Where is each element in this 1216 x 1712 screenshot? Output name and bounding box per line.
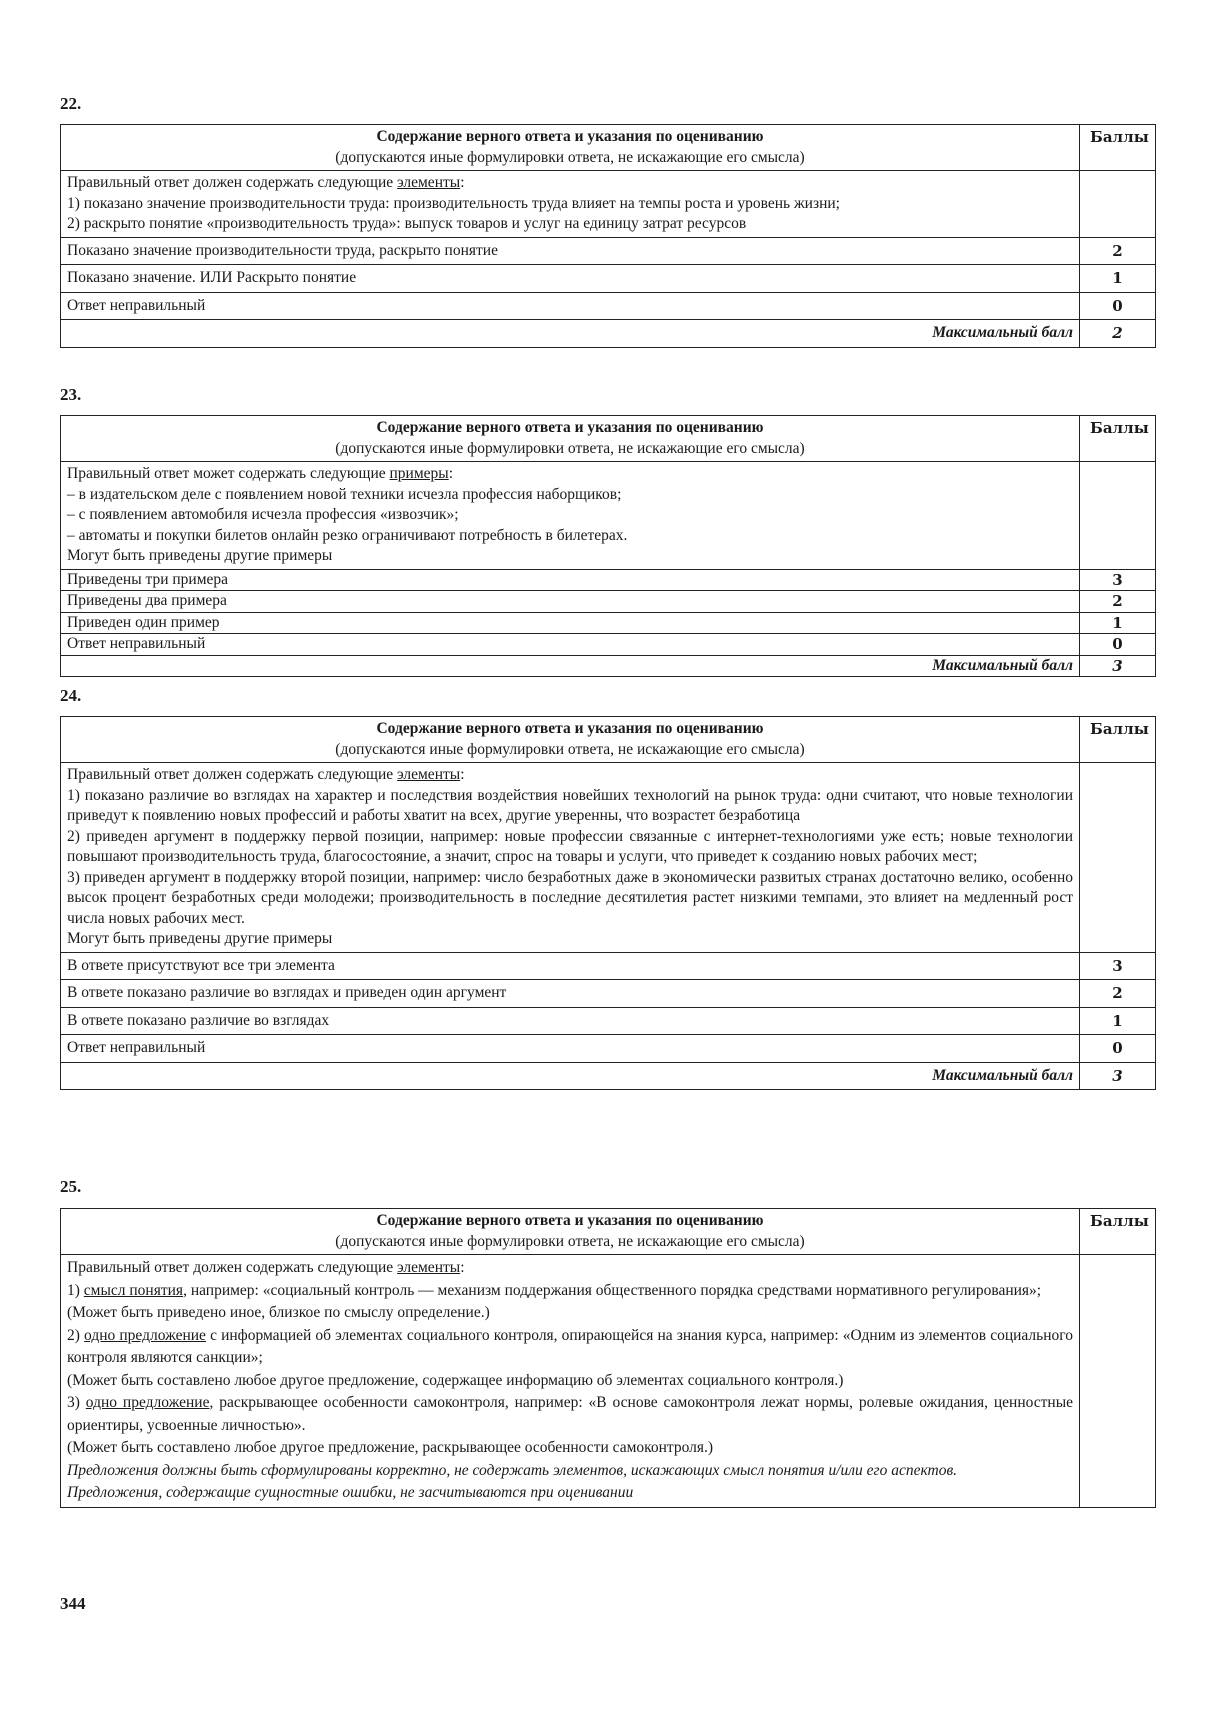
criterion-score: 0 bbox=[1080, 634, 1156, 656]
page-number: 344 bbox=[60, 1594, 86, 1613]
criterion-text: Показано значение. ИЛИ Раскрыто понятие bbox=[61, 265, 1080, 293]
table-row bbox=[61, 1035, 1156, 1063]
answer-content bbox=[61, 462, 1080, 570]
answer-item bbox=[67, 1280, 1073, 1303]
intro-underlined: элементы bbox=[397, 174, 461, 191]
table-row bbox=[61, 569, 1156, 591]
criterion-text: Приведен один пример bbox=[61, 612, 1080, 634]
score-column-header: Баллы bbox=[1080, 416, 1156, 462]
criterion-score: 0 bbox=[1080, 292, 1156, 320]
max-score-label: Максимальный балл bbox=[61, 655, 1080, 677]
table-row bbox=[61, 634, 1156, 656]
criteria-table-23 bbox=[60, 415, 1156, 677]
criteria-table-22 bbox=[60, 124, 1156, 348]
item-num: 2) bbox=[67, 1326, 85, 1344]
answer-item bbox=[67, 1392, 1073, 1437]
intro-text: Правильный ответ должен содержать следующие bbox=[67, 174, 398, 191]
header-subtitle: (допускаются иные формулировки ответа, не искажающие его смысла) bbox=[335, 439, 805, 457]
criterion-text: Приведены три примера bbox=[61, 569, 1080, 591]
intro-underlined: элементы bbox=[397, 1259, 461, 1276]
criterion-score: 1 bbox=[1080, 265, 1156, 293]
max-score-row bbox=[61, 320, 1156, 348]
task-number: 25. bbox=[60, 1177, 82, 1196]
answer-content bbox=[61, 763, 1080, 953]
table-header bbox=[61, 1209, 1080, 1255]
header-subtitle: (допускаются иные формулировки ответа, не искажающие его смысла) bbox=[335, 148, 805, 166]
criterion-text: В ответе показано различие во взглядах bbox=[61, 1007, 1080, 1035]
item-underlined: одно предложение bbox=[85, 1394, 210, 1411]
table-row bbox=[61, 237, 1156, 265]
empty-score-cell bbox=[1080, 462, 1156, 570]
intro-colon: : bbox=[460, 174, 465, 191]
item-underlined: смысл понятия bbox=[83, 1281, 184, 1299]
max-score-value: 3 bbox=[1080, 1062, 1156, 1090]
empty-score-cell bbox=[1080, 763, 1156, 953]
item-num: 1) bbox=[67, 1281, 84, 1299]
header-subtitle: (допускаются иные формулировки ответа, не искажающие его смысла) bbox=[335, 1232, 805, 1250]
intro-underlined: элементы bbox=[397, 766, 461, 783]
answer-item: 2) приведен аргумент в поддержку первой позиции, например: новые профессии связанные с интернет-технологиями уже есть; новые технологии повышают производительность труда, благосостояние, а значит, спрос на товары и услуги, что приведет к созданию новых рабочих мест; bbox=[67, 827, 1073, 865]
criterion-score: 3 bbox=[1080, 952, 1156, 980]
max-score-row bbox=[61, 655, 1156, 677]
criterion-score: 2 bbox=[1080, 980, 1156, 1008]
criterion-score: 1 bbox=[1080, 1007, 1156, 1035]
answer-note: (Может быть составлено любое другое предложение, содержащее информацию об элементах социального контроля.) bbox=[67, 1371, 844, 1389]
empty-score-cell bbox=[1080, 1255, 1156, 1508]
intro-underlined: примеры bbox=[389, 465, 449, 482]
max-score-row bbox=[61, 1062, 1156, 1090]
answer-item: 1) показано значение производительности труда: производительность труда влияет на темпы роста и уровень жизни; bbox=[67, 194, 840, 212]
table-row bbox=[61, 952, 1156, 980]
table-header bbox=[61, 416, 1080, 462]
max-score-label: Максимальный балл bbox=[61, 320, 1080, 348]
header-title: Содержание верного ответа и указания по оцениванию bbox=[376, 720, 764, 737]
answer-item: 3) приведен аргумент в поддержку второй позиции, например: число безработных даже в экономически развитых странах достаточно велико, особенно высок процент безработных среди молодежи; производительность в последние десятилетия растет низкими темпами, это влияет на медленный рост числа новых рабочих мест. bbox=[67, 868, 1073, 927]
answer-item: 1) показано различие во взглядах на характер и последствия воздействия новейших технологий на рынок труда: одни считают, что новые технологии приведут к появлению новых профессий и работы хватит на всех, другие уверенны, что возрастет безработица bbox=[67, 786, 1073, 824]
table-row bbox=[61, 1007, 1156, 1035]
answer-content bbox=[61, 171, 1080, 238]
intro-text: Правильный ответ может содержать следующие bbox=[67, 465, 390, 482]
score-column-header: Баллы bbox=[1080, 717, 1156, 763]
table-header bbox=[61, 125, 1080, 171]
max-score-value: 3 bbox=[1080, 655, 1156, 677]
intro-colon: : bbox=[460, 1259, 465, 1276]
criteria-table-25 bbox=[60, 1208, 1156, 1508]
table-row bbox=[61, 591, 1156, 613]
empty-score-cell bbox=[1080, 171, 1156, 238]
task-number: 22. bbox=[60, 94, 82, 113]
criterion-score: 2 bbox=[1080, 591, 1156, 613]
criterion-score: 3 bbox=[1080, 569, 1156, 591]
criterion-text: В ответе присутствуют все три элемента bbox=[61, 952, 1080, 980]
answer-note: Могут быть приведены другие примеры bbox=[67, 547, 333, 564]
item-underlined: одно предложение bbox=[84, 1326, 206, 1344]
answer-note: (Может быть приведено иное, близкое по смыслу определение.) bbox=[67, 1304, 490, 1321]
intro-colon: : bbox=[448, 465, 454, 482]
answer-note: Могут быть приведены другие примеры bbox=[67, 930, 333, 947]
header-title: Содержание верного ответа и указания по оцениванию bbox=[376, 128, 764, 145]
header-subtitle: (допускаются иные формулировки ответа, не искажающие его смысла) bbox=[335, 740, 805, 758]
header-title: Содержание верного ответа и указания по оцениванию bbox=[376, 1212, 764, 1229]
table-row bbox=[61, 980, 1156, 1008]
answer-content bbox=[61, 1255, 1080, 1508]
score-column-header: Баллы bbox=[1080, 1209, 1156, 1255]
max-score-value: 2 bbox=[1080, 320, 1156, 348]
max-score-label: Максимальный балл bbox=[61, 1062, 1080, 1090]
intro-text: Правильный ответ должен содержать следующие bbox=[67, 766, 398, 783]
item-text: с информацией об элементах социального контроля, опирающейся на знания курса, например: «Одним из элементов социального контроля являются санкции»; bbox=[67, 1326, 1073, 1366]
answer-note: (Может быть составлено любое другое предложение, раскрывающее особенности самоконтроля.) bbox=[67, 1439, 714, 1456]
answer-item: 2) раскрыто понятие «производительность труда»: выпуск товаров и услуг на единицу затрат ресурсов bbox=[67, 215, 747, 232]
criterion-text: Ответ неправильный bbox=[61, 1035, 1080, 1063]
table-row bbox=[61, 612, 1156, 634]
intro-text: Правильный ответ должен содержать следующие bbox=[67, 1259, 398, 1276]
item-num: 3) bbox=[67, 1394, 86, 1411]
criterion-text: Показано значение производительности труда, раскрыто понятие bbox=[61, 237, 1080, 265]
criterion-score: 0 bbox=[1080, 1035, 1156, 1063]
header-title: Содержание верного ответа и указания по оцениванию bbox=[376, 419, 764, 436]
task-number: 23. bbox=[60, 385, 82, 404]
criteria-table-24 bbox=[60, 716, 1156, 1090]
italic-instruction: Предложения, содержащие сущностные ошибки, не засчитываются при оценивании bbox=[67, 1484, 634, 1501]
criterion-text: В ответе показано различие во взглядах и приведен один аргумент bbox=[61, 980, 1080, 1008]
score-column-header: Баллы bbox=[1080, 125, 1156, 171]
answer-item bbox=[67, 1325, 1073, 1370]
criterion-text: Ответ неправильный bbox=[61, 292, 1080, 320]
criterion-text: Ответ неправильный bbox=[61, 634, 1080, 656]
intro-colon: : bbox=[460, 766, 465, 783]
criterion-score: 1 bbox=[1080, 612, 1156, 634]
table-header bbox=[61, 717, 1080, 763]
task-number: 24. bbox=[60, 686, 82, 705]
item-text: , раскрывающее особенности самоконтроля, например: «В основе самоконтроля лежат нормы, ролевые ожидания, ценностные ориентиры, усвоенные личностью». bbox=[67, 1394, 1073, 1434]
answer-item: – с появлением автомобиля исчезла профессия «извозчик»; bbox=[67, 506, 459, 523]
table-row bbox=[61, 265, 1156, 293]
item-text: , например: «социальный контроль — механизм поддержания общественного порядка средствами нормативного регулирования»; bbox=[183, 1281, 1042, 1299]
answer-item: – в издательском деле с появлением новой техники исчезла профессия наборщиков; bbox=[67, 485, 622, 503]
criterion-score: 2 bbox=[1080, 237, 1156, 265]
italic-instruction: Предложения должны быть сформулированы корректно, не содержать элементов, искажающих смысл понятия и/или его аспектов. bbox=[67, 1461, 958, 1479]
criterion-text: Приведены два примера bbox=[61, 591, 1080, 613]
table-row bbox=[61, 292, 1156, 320]
answer-item: – автоматы и покупки билетов онлайн резко ограничивают потребность в билетерах. bbox=[67, 526, 628, 544]
